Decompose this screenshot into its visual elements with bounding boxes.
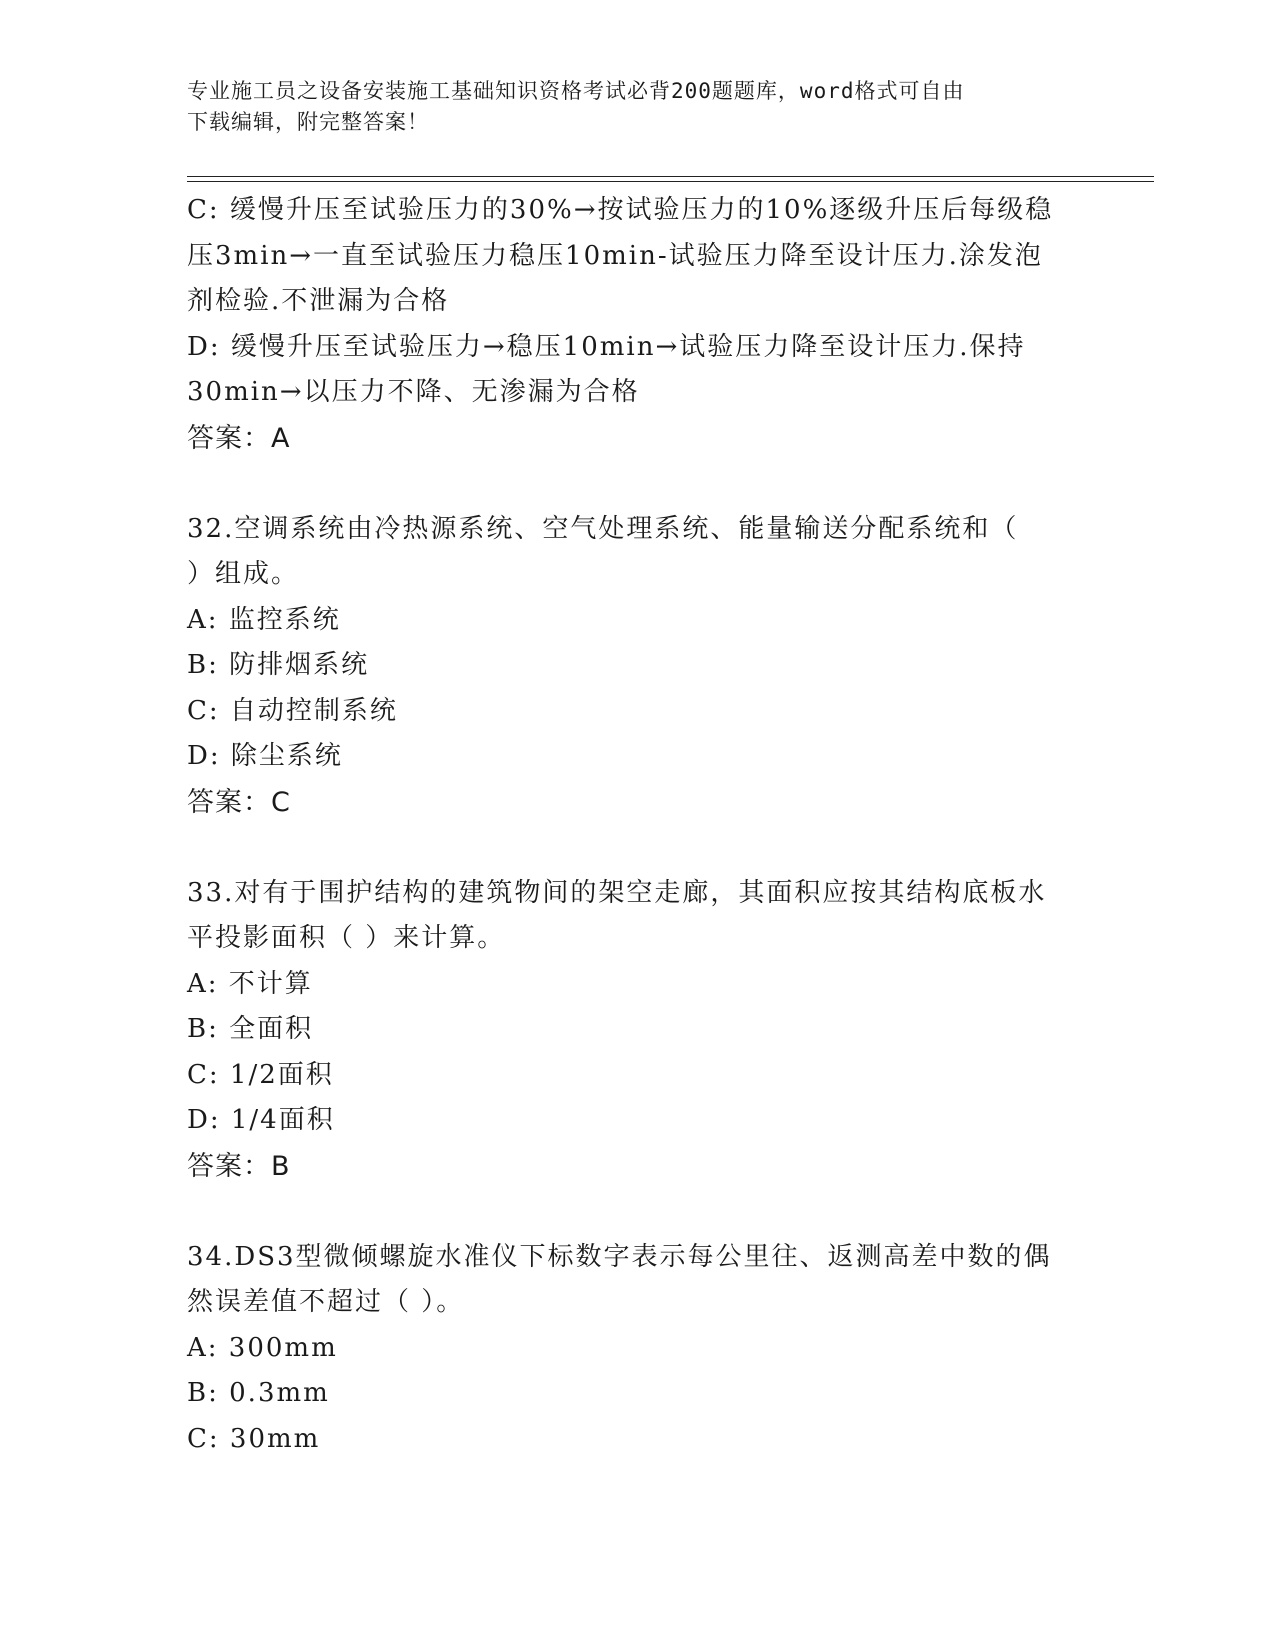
- header-divider-top: [187, 176, 1154, 177]
- option-d-line-1: D: 缓慢升压至试验压力→稳压10min→试验压力降至设计压力.保持: [187, 331, 1026, 362]
- question-text-line-2: ）组成。: [187, 559, 300, 589]
- question-text-line-2: 然误差值不超过（ ）。: [187, 1287, 465, 1317]
- document-header: [187, 76, 1087, 138]
- option-d-line-2: 30min→以压力不降、无渗漏为合格: [187, 377, 640, 407]
- question-34: [187, 1235, 1087, 1463]
- question-31-continued: [187, 188, 1087, 461]
- question-32: [187, 507, 1087, 826]
- option-b: B: 全面积: [187, 1014, 314, 1044]
- answer-line: 答案：B: [187, 1150, 291, 1182]
- option-a: A: 300mm: [187, 1332, 338, 1363]
- spacer: [187, 461, 1087, 507]
- option-b: B: 防排烟系统: [187, 650, 370, 680]
- question-text-line-1: 32.空调系统由冷热源系统、空气处理系统、能量输送分配系统和（: [187, 513, 1019, 544]
- option-a: A: 不计算: [187, 968, 313, 999]
- question-content: [187, 188, 1087, 1462]
- option-c: C: 30mm: [187, 1423, 321, 1454]
- question-text-line-2: 平投影面积（ ）来计算。: [187, 923, 506, 953]
- answer-line: 答案：A: [187, 422, 291, 454]
- option-a: A: 监控系统: [187, 604, 341, 635]
- header-title-line-1: 专业施工员之设备安装施工基础知识资格考试必背200题题库，word格式可自由: [187, 79, 965, 103]
- option-c-line-1: C: 缓慢升压至试验压力的30%→按试验压力的10%逐级升压后每级稳: [187, 195, 1054, 225]
- option-c-line-2: 压3min→一直至试验压力稳压10min-试验压力降至设计压力.涂发泡: [187, 240, 1043, 271]
- header-divider-bottom: [187, 181, 1154, 182]
- spacer: [187, 825, 1087, 871]
- option-c: C: 1/2面积: [187, 1059, 334, 1090]
- option-c-line-3: 剂检验.不泄漏为合格: [187, 286, 450, 316]
- option-c: C: 自动控制系统: [187, 695, 398, 726]
- option-d: D: 1/4面积: [187, 1105, 335, 1135]
- question-text-line-1: 33.对有于围护结构的建筑物间的架空走廊，其面积应按其结构底板水: [187, 877, 1047, 908]
- answer-line: 答案：C: [187, 786, 291, 818]
- question-text-line-1: 34.DS3型微倾螺旋水准仪下标数字表示每公里往、返测高差中数的偶: [187, 1241, 1052, 1272]
- spacer: [187, 1189, 1087, 1235]
- option-b: B: 0.3mm: [187, 1378, 330, 1408]
- question-33: [187, 871, 1087, 1190]
- header-title-line-2: 下载编辑，附完整答案！: [187, 110, 429, 134]
- option-d: D: 除尘系统: [187, 741, 343, 771]
